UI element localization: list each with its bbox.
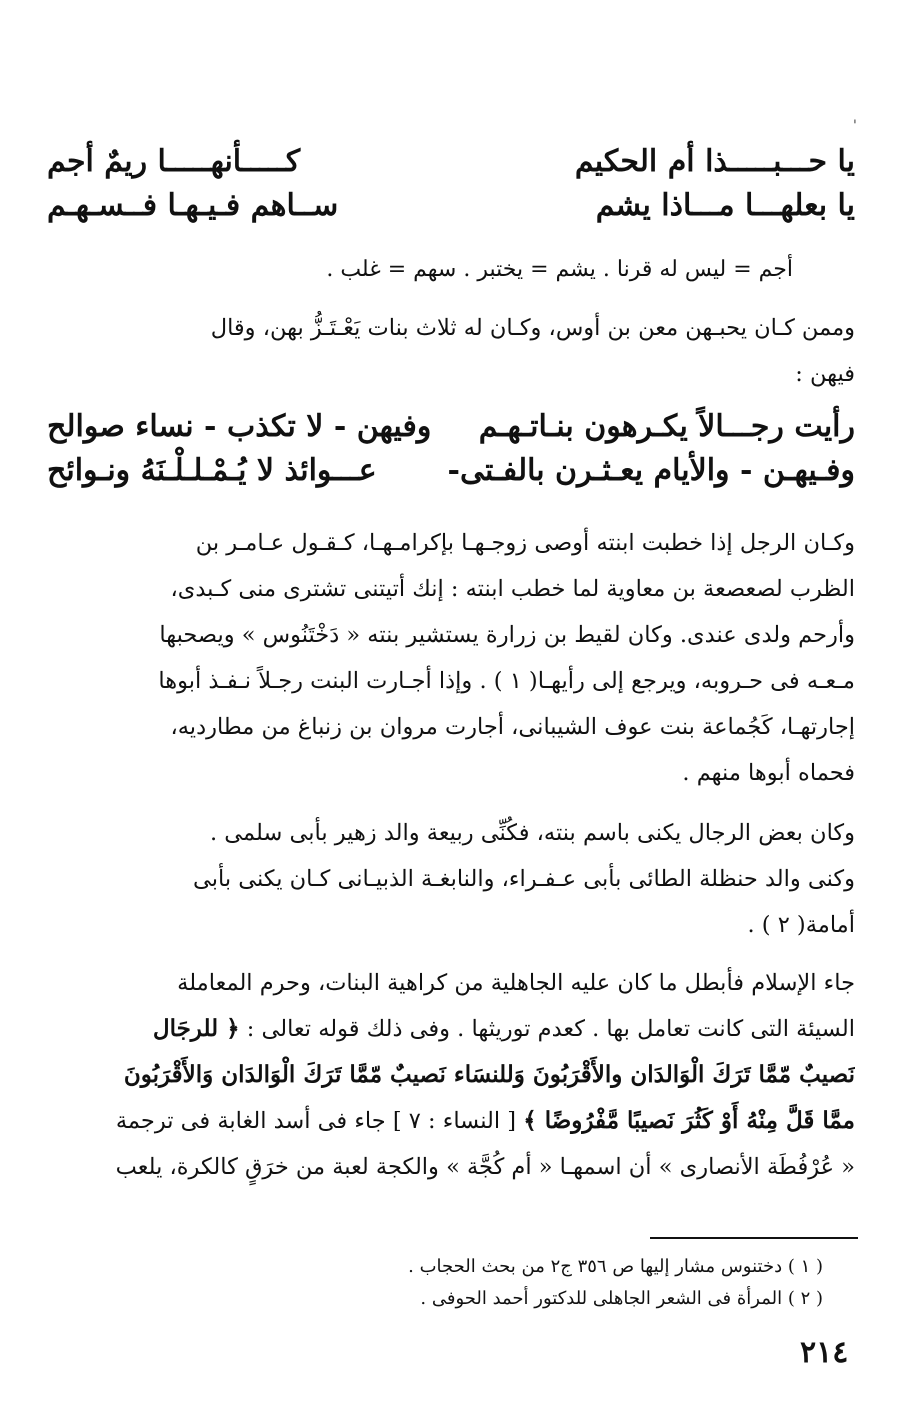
text-run: [ النساء : ٧ ] جاء فى أسد الغابة فى ترجمة xyxy=(115,1108,517,1134)
verse-line xyxy=(47,449,855,493)
quran-verse-line: نَصيبٌ مّمَّا تَرَكَ الْوَالدَان والأَقْرَبُونَ وَللنسَاء نَصيبٌ مّمَّا تَرَكَ الْوَالدَان وَالأَقْرَبُونَ xyxy=(123,1061,855,1088)
text-line xyxy=(47,1006,855,1052)
verse-hemistich-right: وفـيهـن - والأيام يعـثـرن بالفـتى- xyxy=(447,453,855,488)
text-line: أمامة( ٢ ) . xyxy=(747,912,855,938)
verse-hemistich-right: يا بعلهـــا مـــاذا يشم xyxy=(595,188,855,223)
verse-line xyxy=(47,140,855,184)
text-line: إجارتهـا، كَجُماعة بنت عوف الشيبانى، أجارت مروان بن زنباغ من مطارديه، xyxy=(170,714,855,740)
text-line: الظرب لصعصعة بن معاوية لما خطب ابنته : إنك أتيتنى تشترى منى كـبدى، xyxy=(170,576,855,602)
text-line: مـعـه فى حـروبه، ويرجع إلى رأيهـا( ١ ) . وإذا أجـارت البنت رجـلاً نـفـذ أبوها xyxy=(158,668,855,694)
verse-hemistich-right: رأيت رجـــالاً يكـرهون بنـاتـهـم xyxy=(478,409,855,444)
text-line: وكـان الرجل إذا خطبت ابنته أوصى زوجـهـا بإكرامـهـا، كـقـول عـامـر بن xyxy=(195,530,855,556)
verse-hemistich-right: يا حـــبـــــذا أم الحكيم xyxy=(574,144,855,179)
footnote-1: ( ١ ) دختنوس مشار إليها ص ٣٥٦ ج٢ من بحث الحجاب . xyxy=(408,1256,823,1277)
text-line: وأرحم ولدى عندى. وكان لقيط بن زرارة يستشير بنته « دَخْتَنُوس » ويصحبها xyxy=(159,622,855,648)
footnote-2: ( ٢ ) المرأة فى الشعر الجاهلى للدكتور أحمد الحوفى . xyxy=(420,1288,823,1309)
text-line: وكنى والد حنظلة الطائى بأبى عـفـراء، والنابغـة الذبيـانى كـان يكنى بأبى xyxy=(192,866,855,892)
text-line: وكان بعض الرجال يكنى باسم بنته، فكُنِّى ربيعة والد زهير بأبى سلمى . xyxy=(209,820,855,846)
verse-hemistich-left: عـــوائذ لا يُـمْـلـلْـنَهُ ونـوائح xyxy=(47,453,377,488)
verse-line xyxy=(47,184,855,228)
text-line: فيهن : xyxy=(795,361,855,387)
scan-mark: ' xyxy=(853,118,857,134)
paragraph-1 xyxy=(47,305,855,397)
page-number: ٢١٤ xyxy=(800,1335,849,1370)
quran-verse-text: ممَّا قَلَّ مِنْهُ أَوْ كَثُرَ نَصيبًا مَّفْرُوضًا ﴾ xyxy=(523,1107,855,1134)
footnote-separator xyxy=(650,1237,858,1239)
text-line xyxy=(47,1098,855,1144)
text-run: السيئة التى كانت تعامل بها . كعدم توريثها . وفى ذلك قوله تعالى : xyxy=(246,1016,855,1042)
verse-hemistich-left: ســاهم فـيـهـا فــسـهـم xyxy=(47,188,339,223)
verse-hemistich-left: وفيهن - لا تكذب - نساء صوالح xyxy=(47,409,432,444)
text-line: وممن كـان يحبـهن معن بن أوس، وكـان له ثلاث بنات يَعْـتَـزُّ بهن، وقال xyxy=(210,315,855,341)
quran-verse-text: ﴿ للرجَال xyxy=(152,1015,240,1042)
poem-verse-1 xyxy=(47,140,855,228)
verse-hemistich-left: كـــــأنهـــــا ريمٌ أجم xyxy=(47,144,301,179)
paragraph-4 xyxy=(47,960,855,1190)
text-line: « عُرْفُطَة الأنصارى » أن اسمهـا « أم كُجَّة » والكجة لعبة من خرَقٍ كالكرة، يلعب xyxy=(115,1154,855,1180)
paragraph-3 xyxy=(47,810,855,948)
paragraph-2 xyxy=(47,520,855,796)
poem-verse-2 xyxy=(47,405,855,493)
verse-line xyxy=(47,405,855,449)
text-line: جاء الإسلام فأبطل ما كان عليه الجاهلية من كراهية البنات، وحرم المعاملة xyxy=(177,970,855,996)
word-gloss: أجم = ليس له قرنا . يشم = يختبر . سهم = غلب . xyxy=(326,257,793,282)
text-line: فحماه أبوها منهم . xyxy=(682,760,855,786)
